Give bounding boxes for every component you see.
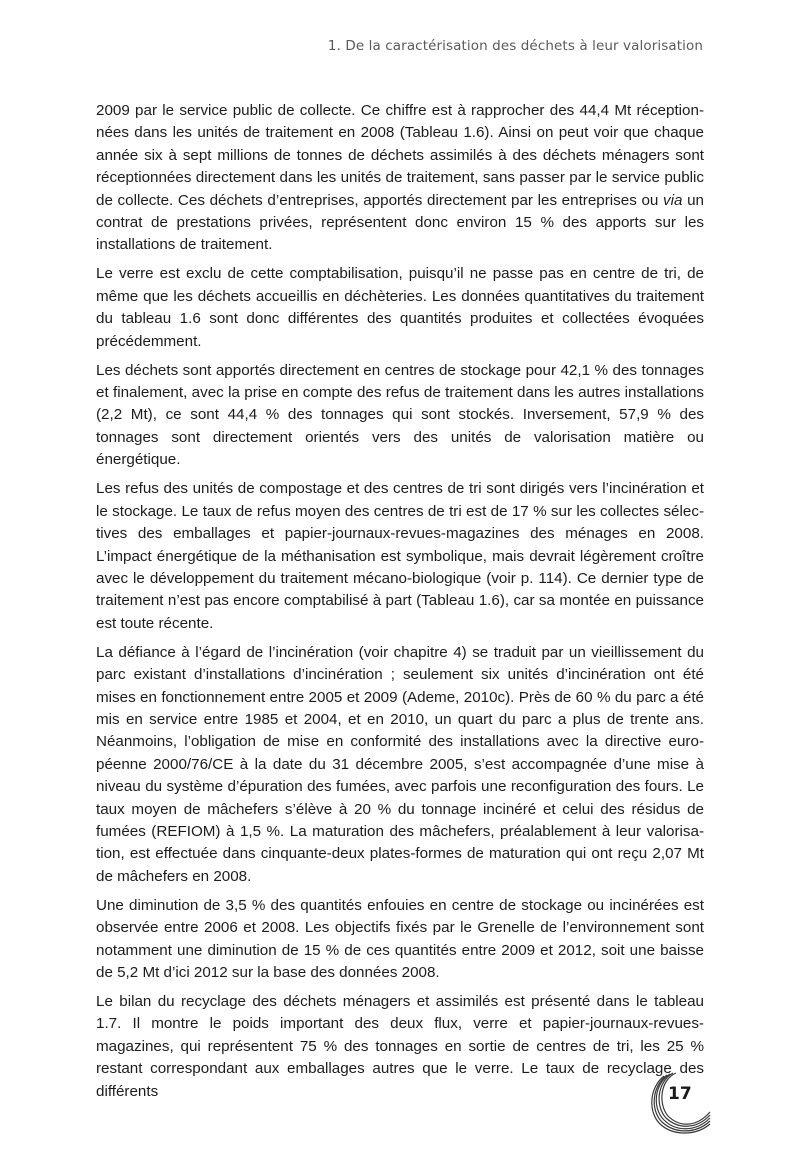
paragraph: Le verre est exclu de cette comptabilisation, puisqu’il ne passe pas en centre de tri, de même que les déchets accueillis en déchèteries. Les données quantitatives du traitement du tableau 1.6 sont donc différentes des quantités produites et collectées évoquées précédemment. — [96, 265, 704, 350]
paragraph — [96, 100, 704, 257]
paragraph: Les refus des unités de compostage et des centres de tri sont dirigés vers l’incinération et le stockage. Le taux de refus moyen des centres de tri est de 17 % sur les collectes sélectives des emballages et papier-journaux-revues-magazines des ménages en 2008. L’impact énergétique de la méthanisation est symbolique, mais devrait légèrement croître avec le développement du traitement mécano-biologique (voir p. 114). Ce dernier type de traitement n’est pas encore comptabilisé à part (Tableau 1.6), car sa montée en puissance est toute récente. — [96, 480, 704, 632]
page-number: 17 — [668, 1084, 692, 1104]
italic-term: via — [663, 191, 683, 209]
body-text — [96, 100, 704, 1110]
paragraph: Une diminution de 3,5 % des quantités enfouies en centre de stockage ou incinérées est observée entre 2006 et 2008. Les objectifs fixés par le Grenelle de l’environnement sont notamment une diminution de 15 % de ces quantités entre 2009 et 2012, soit une baisse de 5,2 Mt d’ici 2012 sur la base des données 2008. — [96, 896, 704, 981]
paragraph-text: un contrat de prestations privées, représentent donc environ 15 % des apports sur les installations de traitement. — [96, 191, 705, 254]
paragraph: Le bilan du recyclage des déchets ménagers et assimilés est présenté dans le tableau 1.7. Il montre le poids important des deux flux, verre et papier-journaux-revues-magazines, qui représentent 75 % des tonnages en sortie de centres de tri, les 25 % restant correspondant aux emballages autres que le verre. Le taux de recyclage des différents — [96, 993, 704, 1100]
paragraph: Les déchets sont apportés directement en centres de stockage pour 42,1 % des tonnages et finalement, avec la prise en compte des refus de traitement dans les autres installations (2,2 Mt), ce sont 44,4 % des tonnages qui sont stockés. Inversement, 57,9 % des tonnages sont directement orientés vers des unités de valorisation matière ou énergétique. — [96, 361, 704, 469]
paragraph: La défiance à l’égard de l’incinération (voir chapitre 4) se traduit par un vieillissement du parc existant d’installations d’incinération ; seulement six unités d’incinération ont été mises en fonctionnement entre 2005 et 2009 (Ademe, 2010c). Près de 60 % du parc a été mis en service entre 1985 et 2004, et en 2010, un quart du parc a plus de trente ans. Néanmoins, l’obligation de mise en conformité des installations avec la directive européenne 2000/76/CE à la date du 31 décembre 2005, s’est accompagnée d’une mise à niveau du système d’épuration des fumées, avec parfois une reconfiguration des fours. Le taux moyen de mâchefers s’élève à 20 % du tonnage incinéré et celui des résidus de fumées (REFIOM) à 1,5 %. La maturation des mâchefers, préalablement à leur valorisation, est effectuée dans cinquante-deux plates-formes de maturation qui ont reçu 2,07 Mt de mâchefers en 2008. — [96, 643, 704, 885]
paragraph-text: 2009 par le service public de collecte. Ce chiffre est à rapprocher des 44,4 Mt réceptionnées dans les unités de traitement en 2008 (Tableau 1.6). Ainsi on peut voir que chaque année six à sept millions de tonnes de déchets assimilés à des déchets ménagers sont réceptionnées directement dans les unités de traitement, sans passer par le service public de collecte. Ces déchets d’entreprises, apportés directement par les entreprises ou — [96, 102, 704, 209]
page-number-badge — [648, 1070, 718, 1136]
running-header: 1. De la caractérisation des déchets à leur valorisation — [327, 38, 703, 54]
